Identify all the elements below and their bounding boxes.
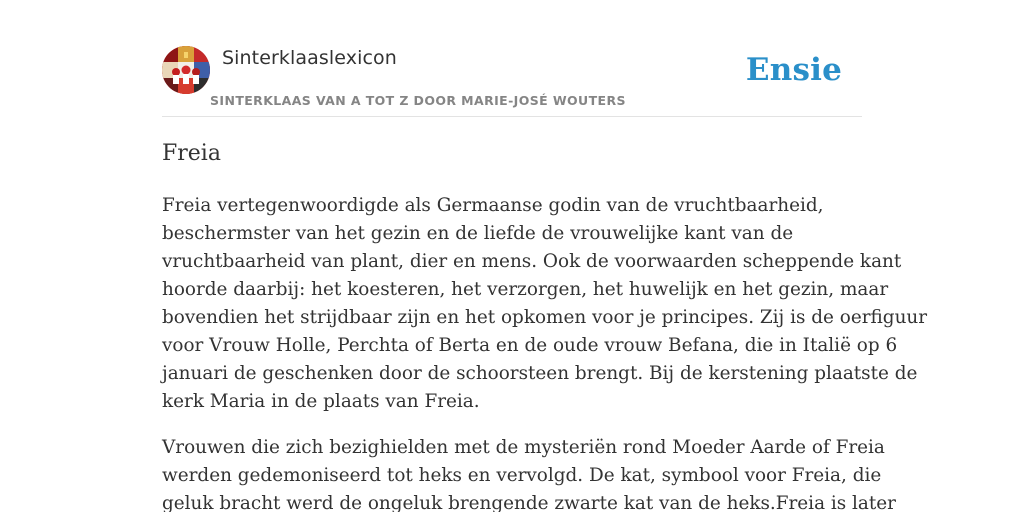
article-body: [162, 192, 928, 512]
site-name[interactable]: Sinterklaaslexicon: [222, 47, 397, 69]
text-line: hoorde daarbij: het koesteren, het verzorgen, het huwelijk en het gezin, maar: [162, 279, 889, 300]
paragraph: [162, 434, 896, 512]
text-line: bovendien het strijdbaar zijn en het opkomen voor je principes. Zij is de oerfiguur: [162, 307, 928, 328]
text-line: vruchtbaarheid van plant, dier en mens. Ook de voorwaarden scheppende kant: [162, 251, 902, 272]
site-header: [162, 46, 862, 117]
text-line: voor Vrouw Holle, Perchta of Berta en de oude vrouw Befana, die in Italië op 6: [162, 335, 898, 356]
paragraph: [162, 192, 928, 416]
text-line: beschermster van het gezin en de liefde de vrouwelijke kant van de: [162, 223, 794, 244]
text-line: werden gedemoniseerd tot heks en vervolgd. De kat, symbool voor Freia, die: [162, 465, 882, 486]
page-title: Freia: [162, 141, 221, 166]
avatar-image: [162, 46, 210, 94]
brand-logo[interactable]: Ensie: [745, 52, 842, 88]
text-line: Vrouwen die zich bezighielden met de mysteriën rond Moeder Aarde of Freia: [162, 437, 885, 458]
site-subtitle: SINTERKLAAS VAN A TOT Z DOOR MARIE-JOSÉ WOUTERS: [210, 93, 626, 108]
text-line: januari de geschenken door de schoorsteen brengt. Bij de kerstening plaatste de: [162, 363, 918, 384]
avatar[interactable]: [162, 46, 210, 94]
text-line: Freia vertegenwoordigde als Germaanse godin van de vruchtbaarheid,: [162, 195, 824, 216]
text-line: kerk Maria in de plaats van Freia.: [162, 391, 480, 412]
text-line: geluk bracht werd de ongeluk brengende zwarte kat van de heks.Freia is later: [162, 493, 896, 512]
